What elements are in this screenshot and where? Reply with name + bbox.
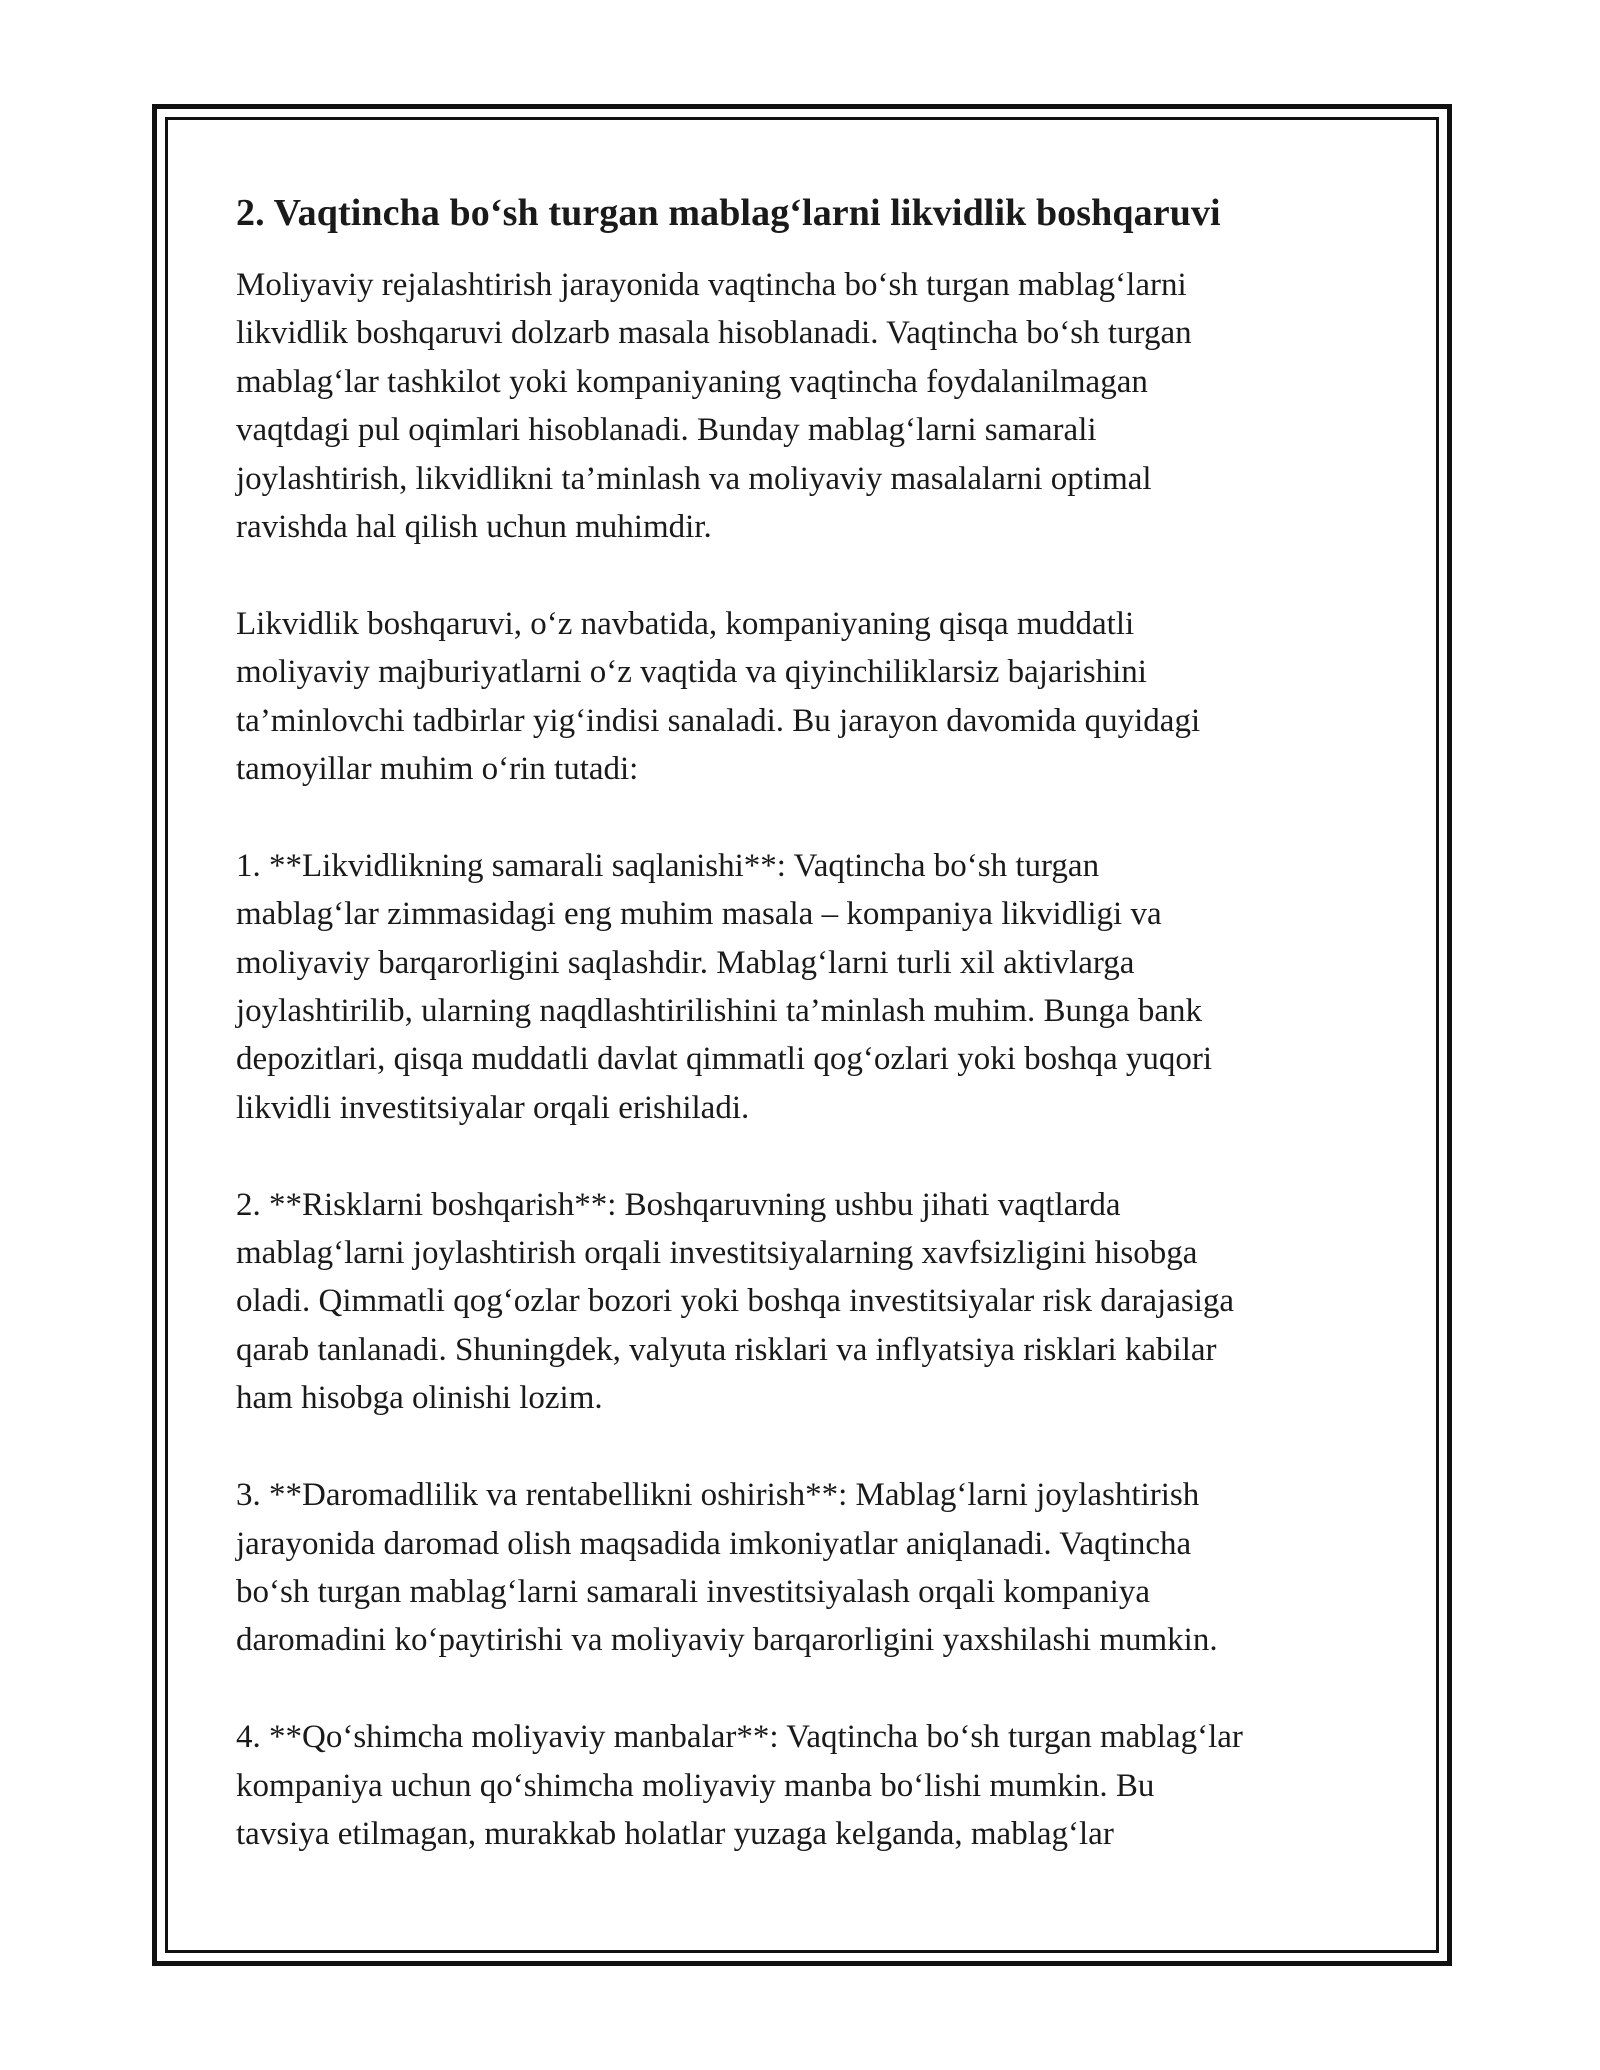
text-line: ravishda hal qilish uchun muhimdir. — [236, 509, 712, 546]
text-line: joylashtirish, likvidlikni ta’minlash va moliyaviy masalalarni optimal — [236, 460, 1152, 497]
text-line: kompaniya uchun qo‘shimcha moliyaviy manba bo‘lishi mumkin. Bu — [236, 1767, 1155, 1804]
text-line: tavsiya etilmagan, murakkab holatlar yuzaga kelganda, mablag‘lar — [236, 1815, 1114, 1852]
text-line: vaqtdagi pul oqimlari hisoblanadi. Bunday mablag‘larni samarali — [236, 412, 1097, 449]
text-line: 1. **Likvidlikning samarali saqlanishi**: Vaqtincha bo‘sh turgan — [236, 847, 1100, 884]
text-line: mablag‘lar zimmasidagi eng muhim masala – kompaniya likvidligi va — [236, 896, 1162, 933]
text-line: qarab tanlanadi. Shuningdek, valyuta risklari va inflyatsiya risklari kabilar — [236, 1331, 1217, 1368]
text-line: tamoyillar muhim o‘rin tutadi: — [236, 751, 639, 788]
paragraph — [236, 1181, 1381, 1423]
text-line: Likvidlik boshqaruvi, o‘z navbatida, kompaniyaning qisqa muddatli — [236, 605, 1135, 642]
text-line: mablag‘larni joylashtirish orqali investitsiyalarning xavfsizligini hisobga — [236, 1235, 1198, 1272]
text-line: Moliyaviy rejalashtirish jarayonida vaqtincha bo‘sh turgan mablag‘larni — [236, 267, 1187, 303]
text-line: 2. **Risklarni boshqarish**: Boshqaruvning ushbu jihati vaqtlarda — [236, 1186, 1121, 1223]
text-line: likvidlik boshqaruvi dolzarb masala hisoblanadi. Vaqtincha bo‘sh turgan — [236, 315, 1192, 352]
text-line: mablag‘lar tashkilot yoki kompaniyaning vaqtincha foydalanilmagan — [236, 363, 1148, 400]
paragraphs-container — [236, 261, 1381, 1858]
text-line: ham hisobga olinishi lozim. — [236, 1380, 603, 1417]
text-line: moliyaviy majburiyatlarni o‘z vaqtida va qiyinchiliklarsiz bajarishini — [236, 654, 1147, 691]
text-line: joylashtirilib, ularning naqdlashtirilishini ta’minlash muhim. Bunga bank — [236, 993, 1203, 1030]
paragraph — [236, 261, 1381, 551]
text-line: likvidli investitsiyalar orqali erishiladi. — [236, 1089, 750, 1126]
document-content — [236, 185, 1381, 1907]
paragraph — [236, 842, 1381, 1132]
text-line: bo‘sh turgan mablag‘larni samarali investitsiyalash orqali kompaniya — [236, 1573, 1150, 1610]
text-line: daromadini ko‘paytirishi va moliyaviy barqarorligini yaxshilashi mumkin. — [236, 1622, 1218, 1659]
text-line: 4. **Qo‘shimcha moliyaviy manbalar**: Vaqtincha bo‘sh turgan mablag‘lar — [236, 1719, 1243, 1756]
paragraph — [236, 600, 1381, 794]
paragraph — [236, 1713, 1381, 1858]
text-line: 3. **Daromadlilik va rentabellikni oshirish**: Mablag‘larni joylashtirish — [236, 1477, 1200, 1514]
text-line: ta’minlovchi tadbirlar yig‘indisi sanaladi. Bu jarayon davomida quyidagi — [236, 702, 1201, 739]
section-heading: 2. Vaqtincha bo‘sh turgan mablag‘larni likvidlik boshqaruvi — [236, 192, 1221, 234]
paragraph — [236, 1471, 1381, 1665]
text-line: jarayonida daromad olish maqsadida imkoniyatlar aniqlanadi. Vaqtincha — [236, 1525, 1192, 1562]
text-line: depozitlari, qisqa muddatli davlat qimmatli qog‘ozlari yoki boshqa yuqori — [236, 1041, 1213, 1078]
text-line: oladi. Qimmatli qog‘ozlar bozori yoki boshqa investitsiyalar risk darajasiga — [236, 1283, 1235, 1320]
text-line: moliyaviy barqarorligini saqlashdir. Mablag‘larni turli xil aktivlarga — [236, 944, 1135, 981]
